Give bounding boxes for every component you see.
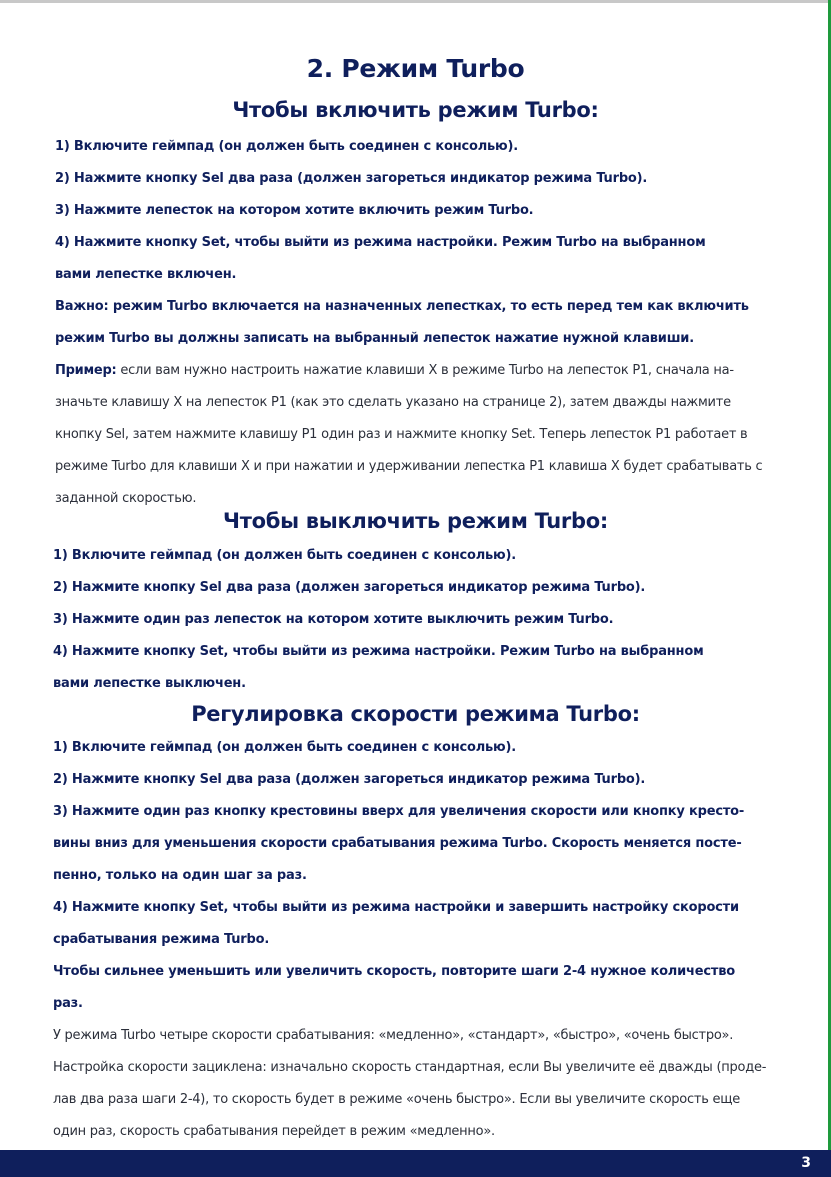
- section-heading-turbo-speed: Регулировка скорости режима Turbo:: [191, 702, 640, 726]
- disable-step-2: 2) Нажмите кнопку Sel два раза (должен загореться индикатор режима Turbo).: [53, 580, 646, 595]
- speed-info-line-2: Настройка скорости зациклена: изначально скорость стандартная, если Вы увеличите её дважды (проде-: [53, 1060, 767, 1075]
- speed-step-2: 2) Нажмите кнопку Sel два раза (должен загореться индикатор режима Turbo).: [53, 772, 646, 787]
- enable-step-1: 1) Включите геймпад (он должен быть соединен с консолью).: [55, 139, 518, 154]
- speed-info-line-1: У режима Turbo четыре скорости срабатывания: «медленно», «стандарт», «быстро», «очень быстро».: [53, 1028, 734, 1043]
- speed-step-1: 1) Включите геймпад (он должен быть соединен с консолью).: [53, 740, 516, 755]
- enable-step-4-cont: вами лепестке включен.: [55, 267, 237, 282]
- important-note-line-2: режим Turbo вы должны записать на выбранный лепесток нажатие нужной клавиши.: [55, 331, 694, 346]
- example-line-3: кнопку Sel, затем нажмите клавишу P1 один раз и нажмите кнопку Set. Теперь лепесток P1 работает в: [55, 427, 748, 442]
- section-heading-disable-turbo: Чтобы выключить режим Turbo:: [223, 509, 608, 533]
- disable-step-4: 4) Нажмите кнопку Set, чтобы выйти из режима настройки. Режим Turbo на выбранном: [53, 644, 704, 659]
- page-title: 2. Режим Turbo: [306, 54, 525, 83]
- example-line-2: значьте клавишу X на лепесток P1 (как это сделать указано на странице 2), затем дважды нажмите: [55, 395, 731, 410]
- speed-info-line-4: один раз, скорость срабатывания перейдет в режим «медленно».: [53, 1124, 495, 1139]
- speed-repeat-note-cont: раз.: [53, 996, 83, 1011]
- disable-step-4-cont: вами лепестке выключен.: [53, 676, 246, 691]
- enable-step-3: 3) Нажмите лепесток на котором хотите включить режим Turbo.: [55, 203, 534, 218]
- speed-repeat-note: Чтобы сильнее уменьшить или увеличить скорость, повторите шаги 2-4 нужное количество: [53, 964, 735, 979]
- disable-step-1: 1) Включите геймпад (он должен быть соединен с консолью).: [53, 548, 516, 563]
- example-label: Пример:: [55, 363, 117, 378]
- example-line-1: [55, 362, 734, 380]
- speed-info-line-3: лав два раза шаги 2-4), то скорость будет в режиме «очень быстро». Если вы увеличите скорость еще: [53, 1092, 740, 1107]
- example-line-5: заданной скоростью.: [55, 491, 197, 506]
- footer-bar: [0, 1150, 831, 1177]
- page-top-border: [0, 0, 831, 3]
- section-heading-enable-turbo: Чтобы включить режим Turbo:: [232, 98, 599, 122]
- speed-step-4: 4) Нажмите кнопку Set, чтобы выйти из режима настройки и завершить настройку скорости: [53, 900, 739, 915]
- speed-step-3: 3) Нажмите один раз кнопку крестовины вверх для увеличения скорости или кнопку кресто-: [53, 804, 745, 819]
- page-number: 3: [801, 1155, 811, 1171]
- example-text-1: если вам нужно настроить нажатие клавиши X в режиме Turbo на лепесток P1, сначала на-: [116, 363, 734, 378]
- speed-step-3-cont-1: вины вниз для уменьшения скорости срабатывания режима Turbo. Скорость меняется посте-: [53, 836, 742, 851]
- disable-step-3: 3) Нажмите один раз лепесток на котором хотите выключить режим Turbo.: [53, 612, 614, 627]
- enable-step-4: 4) Нажмите кнопку Set, чтобы выйти из режима настройки. Режим Turbo на выбранном: [55, 235, 706, 250]
- important-note-line-1: Важно: режим Turbo включается на назначенных лепестках, то есть перед тем как включить: [55, 299, 749, 314]
- example-line-4: режиме Turbo для клавиши X и при нажатии и удерживании лепестка P1 клавиша X будет срабатывать с: [55, 459, 763, 474]
- enable-step-2: 2) Нажмите кнопку Sel два раза (должен загореться индикатор режима Turbo).: [55, 171, 648, 186]
- speed-step-3-cont-2: пенно, только на один шаг за раз.: [53, 868, 307, 883]
- speed-step-4-cont: срабатывания режима Turbo.: [53, 932, 270, 947]
